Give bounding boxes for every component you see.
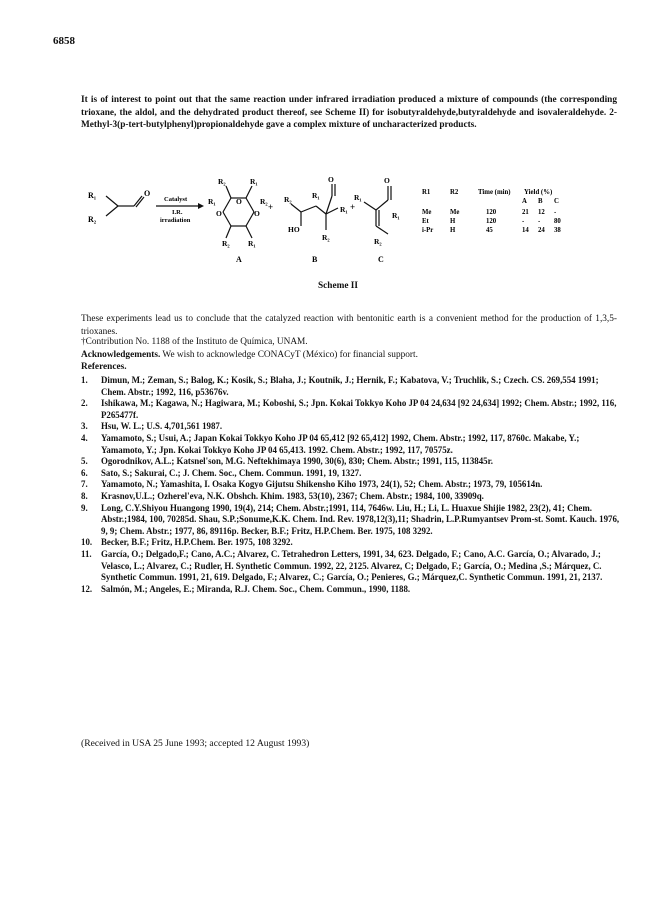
svg-text:R₂: R₂ [322, 233, 330, 242]
svg-text:38: 38 [554, 227, 561, 234]
compound-label-c: C [378, 255, 384, 264]
acknowledgements [81, 350, 418, 360]
svg-text:R₁: R₁ [208, 197, 216, 206]
svg-text:45: 45 [486, 227, 493, 234]
reference-text: Yamamoto, N.; Yamashita, I. Osaka Kogyo Gijutsu Shikensho Kiho 1973, 24(1), 52; Chem. Abstr.; 1973, 79, 105614n. [101, 479, 543, 490]
reference-number: 2. [81, 398, 88, 409]
reference-number: 5. [81, 456, 88, 467]
reagent-irradiation: irradiation [160, 217, 191, 224]
scheme-caption: Scheme II [318, 281, 359, 291]
references-heading: References. [81, 362, 127, 372]
acknowledgements-label: Acknowledgements. [81, 350, 161, 360]
svg-text:-: - [554, 209, 557, 216]
reference-number: 7. [81, 479, 88, 490]
reaction-scheme [86, 174, 616, 274]
svg-text:R₁: R₁ [248, 239, 256, 248]
svg-text:+: + [268, 202, 274, 212]
reference-item [81, 584, 621, 596]
table-row [422, 227, 561, 234]
svg-text:+: + [350, 202, 356, 212]
svg-text:120: 120 [486, 218, 497, 225]
svg-text:R₁: R₁ [88, 191, 97, 200]
svg-text:R₂: R₂ [260, 197, 268, 206]
svg-text:R₂: R₂ [222, 239, 230, 248]
svg-text:-: - [538, 218, 541, 225]
reference-number: 8. [81, 490, 88, 501]
reference-number: 11. [81, 548, 92, 559]
reference-item [81, 537, 621, 549]
svg-text:R₁: R₁ [354, 193, 362, 202]
reference-number: 1. [81, 375, 88, 385]
intro-paragraph: It is of interest to point out that the same reaction under infrared irradiation produced a mixture of compounds (the corresponding trioxane, the aldol, and the dehydrated product thereof, see Scheme II) for isobutyraldehyde,butyraldehyde and isovaleraldehyde. 2-Methyl-3(p-tert-butylphenyl)propionaldehyde gave a complex mixture of uncharacterized products. [81, 95, 617, 131]
svg-text:R₂: R₂ [88, 215, 97, 224]
svg-text:O: O [236, 197, 242, 206]
svg-text:Me: Me [422, 209, 432, 216]
svg-text:120: 120 [486, 209, 497, 216]
svg-text:R₁: R₁ [392, 211, 400, 220]
received-line: (Received in USA 25 June 1993; accepted 12 August 1993) [81, 738, 310, 749]
svg-text:12: 12 [538, 209, 545, 216]
svg-text:O: O [254, 209, 260, 218]
reagent-ir: I.R. [172, 209, 183, 216]
svg-text:24: 24 [538, 227, 545, 234]
reference-number: 10. [81, 537, 93, 548]
reference-text: Ogorodnikov, A.L.; Katsnel'son, M.G. Neftekhimaya 1990, 30(6), 830; Chem. Abstr.; 1991, 115, 113845r. [101, 456, 493, 467]
reference-item [81, 549, 621, 584]
yield-sub-a: A [522, 198, 527, 205]
reference-item [81, 456, 621, 468]
svg-text:R₂: R₂ [218, 177, 226, 186]
col-header-r1: R1 [422, 189, 431, 196]
aldehyde-structure [106, 196, 144, 216]
svg-text:-: - [522, 218, 525, 225]
svg-text:80: 80 [554, 218, 561, 225]
svg-text:O: O [328, 175, 334, 184]
reference-number: 12. [81, 583, 93, 594]
table-row [422, 209, 557, 216]
reference-text: García, O.; Delgado,F.; Cano, A.C.; Alvarez, C. Tetrahedron Letters, 1991, 34, 623. Delgado, F.; Cano, A.C. García, O.; Alvarado, J.; Velasco, L.; Alvarez, C.; Rudler, H. Synthetic Commun. 1992, 22, 2125. Alvarez, C; Delgado, F.; García, O.; Medina ,S.; Márquez, C. Synthetic Commun. 1991, 21, 619. Delgado, F.; Alvarez, C.; García, O.; Penieres, G.; Márquez,C. Synthetic Commun. 1991, 21, 2137. [101, 548, 603, 583]
svg-text:O: O [216, 209, 222, 218]
svg-text:Et: Et [422, 218, 429, 225]
svg-text:O: O [144, 189, 151, 198]
svg-text:HO: HO [288, 225, 300, 234]
svg-text:R₁: R₁ [340, 205, 348, 214]
reference-item [81, 468, 621, 480]
reference-number: 9. [81, 502, 88, 513]
reference-item [81, 421, 621, 433]
reference-text: Sato, S.; Sakurai, C.; J. Chem. Soc., Chem. Commun. 1991, 19, 1327. [101, 467, 362, 478]
table-row [422, 218, 561, 225]
reference-text: Dimun, M.; Zeman, S.; Balog, K.; Kosik, S.; Blaha, J.; Koutnik, J.; Hernik, F.; Kabatova, V.; Truchlik, S.; Czech. CS. 269,554 1991; Chem. Abstr.; 1992, 116, p53676v. [101, 375, 599, 397]
svg-text:R₁: R₁ [250, 177, 258, 186]
contribution-note: †Contribution No. 1188 of the Instituto de Química, UNAM. [81, 337, 308, 347]
reference-text: Salmón, M.; Angeles, E.; Miranda, R.J. Chem. Soc., Chem. Commun., 1990, 1188. [101, 583, 411, 594]
reference-text: Hsu, W. L.; U.S. 4,701,561 1987. [101, 421, 223, 432]
reference-text: Ishikawa, M.; Kagawa, N.; Hagiwara, M.; Koboshi, S.; Jpn. Kokai Tokkyo Koho JP 04 24,634 [92 24,634] 1992; Chem. Abstr.; 1992, 116, P265477f. [101, 398, 617, 420]
col-header-time: Time (min) [478, 189, 511, 196]
acknowledgements-text: We wish to acknowledge CONACyT (México) for financial support. [160, 350, 418, 360]
reagent-catalyst: Catalyst [164, 196, 188, 203]
reference-text: Long, C.Y.Shiyou Huangong 1990, 19(4), 214; Chem. Abstr.;1991, 114, 7646w. Liu, H.; Li, L. Huaxue Shijie 1982, 23(2), 41; Chem. Abstr.;1984, 100, 70285d. Shau, S.P.;Sonume,K.K. Chem. Ind. Rev. 1978,12(3),11; Shadrin, L.P.Rumyantsev Prom-st. Somt. Kauch. 1976, 9, 9; Chem. Abstr.; 1977, 86, 89116p. Becker, B.F.; Fritz, H.P.Chem. Ber. 1975, 108 3292. [101, 502, 620, 536]
compound-label-b: B [312, 255, 318, 264]
yield-sub-b: B [538, 198, 543, 205]
svg-text:14: 14 [522, 227, 529, 234]
reference-item [81, 375, 621, 398]
svg-text:R₂: R₂ [284, 195, 292, 204]
reference-item [81, 491, 621, 503]
reference-text: Krasnov,U.L.; Ozherel'eva, N.K. Obshch. Khim. 1983, 53(10), 2367; Chem. Abstr.; 1984, 100, 33909q. [101, 490, 484, 501]
col-header-yield: Yield (%) [524, 189, 553, 196]
compound-label-a: A [236, 255, 242, 264]
reference-text: Becker, B.F.; Fritz, H.P.Chem. Ber. 1975, 108 3292. [101, 537, 293, 548]
reference-item [81, 503, 621, 538]
svg-text:i-Pr: i-Pr [422, 227, 434, 234]
svg-text:R₂: R₂ [374, 237, 382, 246]
svg-text:R₁: R₁ [312, 191, 320, 200]
reference-item [81, 398, 621, 421]
reference-number: 3. [81, 421, 88, 432]
col-header-r2: R2 [450, 189, 459, 196]
svg-text:21: 21 [522, 209, 529, 216]
page-number: 6858 [53, 35, 75, 47]
conclusion-paragraph: These experiments lead us to conclude that the catalyzed reaction with bentonitic earth is a convenient method for the production of 1,3,5-trioxanes. [81, 314, 617, 337]
reference-text: Yamamoto, S.; Usui, A.; Japan Kokai Tokkyo Koho JP 04 65,412 [92 65,412] 1992, Chem. Abstr.; 1992, 117, 8760c. Makabe, Y.; Yamamoto, Y.; Jpn. Kokai Tokkyo Koho JP 04 65,413. 1992. Chem. Abstr.; 1992, 117, 70575z. [101, 432, 580, 455]
reference-number: 6. [81, 467, 88, 478]
svg-text:O: O [384, 176, 390, 185]
reference-item [81, 433, 621, 456]
reference-number: 4. [81, 432, 88, 443]
enal-structure [364, 186, 391, 234]
svg-text:H: H [450, 227, 456, 234]
reference-item [81, 479, 621, 491]
references-list [81, 375, 621, 595]
svg-text:Me: Me [450, 209, 460, 216]
yield-sub-c: C [554, 198, 559, 205]
trioxane-structure [223, 186, 254, 238]
svg-text:H: H [450, 218, 456, 225]
